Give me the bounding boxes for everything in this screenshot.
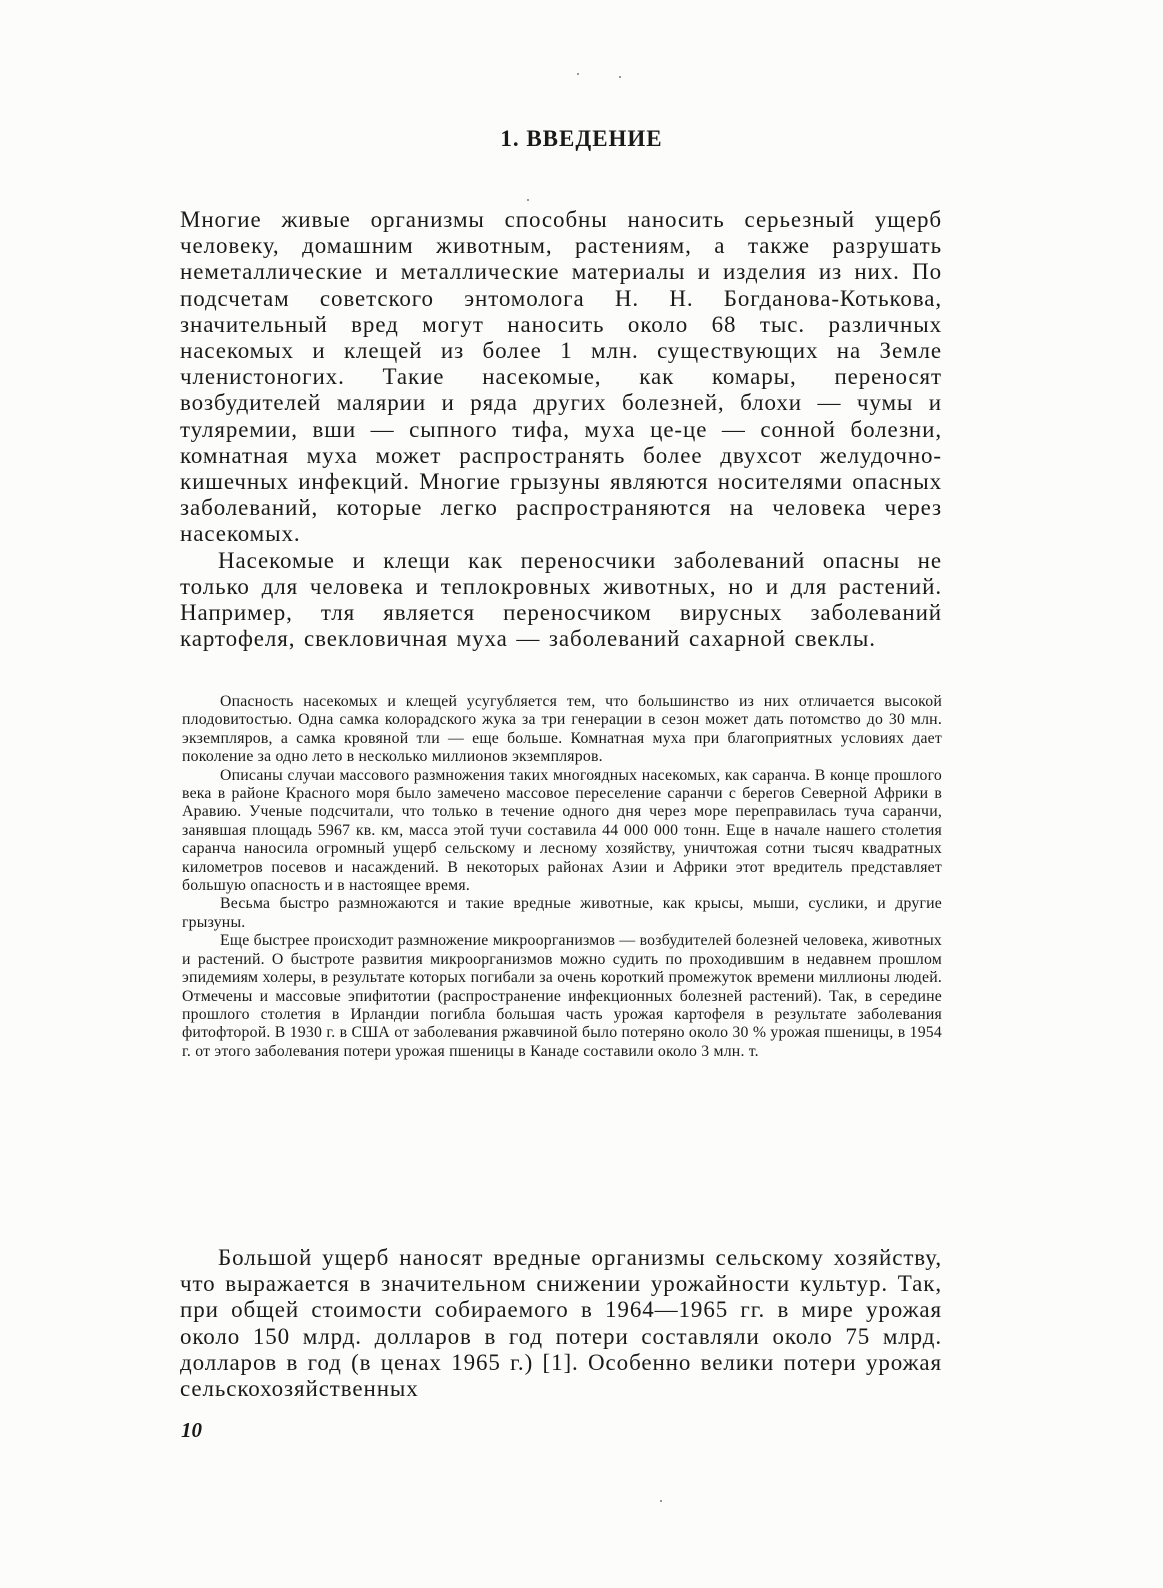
small-paragraph-1: Опасность насекомых и клещей усугубляется тем, что большинство из них отличается высокой плодовитостью. Одна самка колорадского жука за три генерации в сезон может дать потомство до 30 млн. экземпляров, а самка кровяной тли — еще больше. Комнатная муха при благоприятных условиях дает поколение за одно лето в несколько миллионов экземпляров. — [182, 693, 942, 766]
paragraph-1: Многие живые организмы способны наносить серьезный ущерб человеку, домашним животным, растениям, а также разрушать неметаллические и металлические материалы и изделия из них. По подсчетам советского энтомолога Н. Н. Богданова-Котькова, значительный вред могут наносить около 68 тыс. различных насекомых и клещей из более 1 млн. существующих на Земле членистоногих. Такие насекомые, как комары, переносят возбудителей малярии и ряда других болезней, блохи — чумы и туляремии, вши — сыпного тифа, муха це-це — сонной болезни, комнатная муха может распространять более двухсот желудочно-кишечных инфекций. Многие грызуны являются носителями опасных заболеваний, которые легко распространяются на человека через насекомых. — [180, 207, 942, 547]
scan-speck — [577, 73, 579, 75]
small-paragraph-3: Весьма быстро размножаются и такие вредные животные, как крысы, мыши, суслики, и другие грызуны. — [182, 895, 942, 931]
main-text-top — [180, 207, 942, 652]
scan-speck — [660, 1500, 662, 1502]
main-text-bottom — [180, 1245, 942, 1402]
small-print-block — [182, 693, 942, 1061]
scan-speck — [527, 199, 529, 201]
chapter-title: 1. ВВЕДЕНИЕ — [500, 126, 663, 151]
paragraph-2: Насекомые и клещи как переносчики заболеваний опасны не только для человека и теплокровных животных, но и для растений. Например, тля является переносчиком вирусных заболеваний картофеля, свекловичная муха — заболеваний сахарной свеклы. — [180, 547, 942, 652]
page-number: 10 — [181, 1418, 202, 1442]
small-paragraph-4: Еще быстрее происходит размножение микроорганизмов — возбудителей болезней человека, животных и растений. О быстроте развития микроорганизмов можно судить по проходившим в недавнем прошлом эпидемиям холеры, в результате которых погибали за очень короткий промежуток времени миллионы людей. Отмечены и массовые эпифитотии (распространение инфекционных болезней растений). Так, в середине прошлого столетия в Ирландии погибла большая часть урожая картофеля в результате заболевания фитофторой. В 1930 г. в США от заболевания ржавчиной было потеряно около 30 % урожая пшеницы, в 1954 г. от этого заболевания потери урожая пшеницы в Канаде составили около 3 млн. т. — [182, 932, 942, 1060]
scan-speck — [619, 76, 621, 78]
paragraph-3: Большой ущерб наносят вредные организмы сельскому хозяйству, что выражается в значительном снижении урожайности культур. Так, при общей стоимости собираемого в 1964—1965 гг. в мире урожая около 150 млрд. долларов в год потери составляли около 75 млрд. долларов в год (в ценах 1965 г.) [1]. Особенно велики потери урожая сельскохозяйственных — [180, 1245, 942, 1402]
small-paragraph-2: Описаны случаи массового размножения таких многоядных насекомых, как саранча. В конце прошлого века в районе Красного моря было замечено массовое переселение саранчи с берегов Северной Африки в Аравию. Ученые подсчитали, что только в течение одного дня через море переправилась туча саранчи, занявшая площадь 5967 кв. км, масса этой тучи составила 44 000 000 тонн. Еще в начале нашего столетия саранча наносила огромный ущерб сельскому и лесному хозяйству, уничтожая сотни тысяч квадратных километров посевов и насаждений. В некоторых районах Азии и Африки этот вредитель представляет большую опасность и в настоящее время. — [182, 766, 942, 895]
